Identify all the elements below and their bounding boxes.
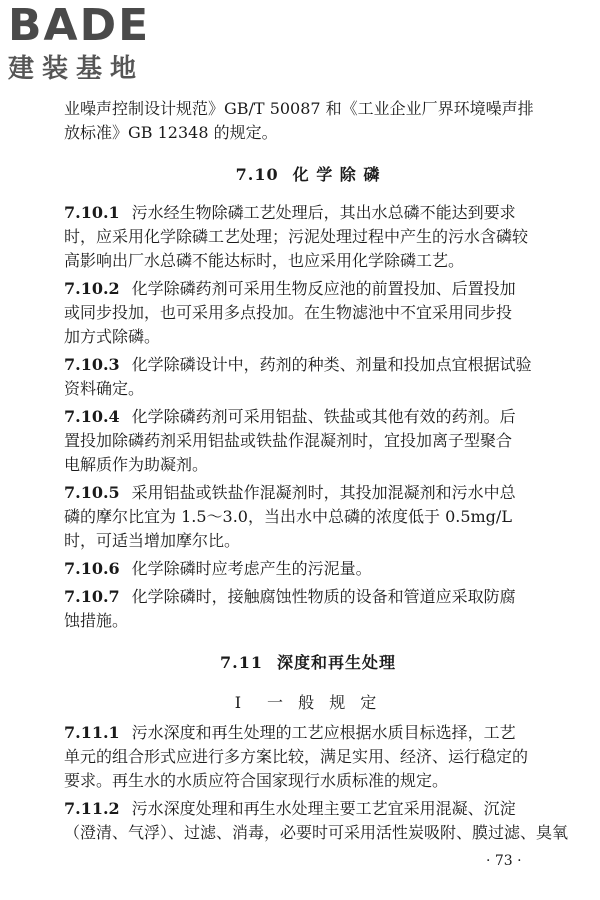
text-line: 污水深度处理和再生水处理主要工艺宜采用混凝、沉淀	[131, 799, 516, 818]
text-line: 业噪声控制设计规范》GB/T 50087 和《工业企业厂界环境噪声排	[64, 99, 534, 118]
clause-7-10-6	[64, 557, 552, 581]
clause-number: 7.10.6	[64, 559, 120, 578]
clause-number: 7.10.5	[64, 483, 120, 502]
section-heading-7-10	[64, 163, 552, 187]
clause-number: 7.10.4	[64, 407, 120, 426]
clause-7-11-2	[64, 797, 569, 845]
text-line: 磷的摩尔比宜为 1.5～3.0，当出水中总磷的浓度低于 0.5mg/L	[64, 507, 512, 526]
text-line: 化学除磷药剂可采用生物反应池的前置投加、后置投加	[131, 279, 516, 298]
text-line: 化学除磷药剂可采用铝盐、铁盐或其他有效的药剂。后	[131, 407, 516, 426]
text-line: 时，应采用化学除磷工艺处理；污泥处理过程中产生的污水含磷较	[64, 227, 529, 246]
text-line: 或同步投加，也可采用多点投加。在生物滤池中不宜采用同步投	[64, 303, 513, 322]
text-line: 放标准》GB 12348 的规定。	[64, 123, 278, 142]
text-line: 要求。再生水的水质应符合国家现行水质标准的规定。	[64, 771, 449, 790]
text-line: 污水经生物除磷工艺处理后，其出水总磷不能达到要求	[131, 203, 516, 222]
text-line: 资料确定。	[64, 379, 145, 398]
section-number: 7.10	[235, 165, 279, 184]
intro-paragraph	[64, 97, 552, 145]
clause-7-10-5	[64, 481, 552, 553]
section-title: 化 学 除 磷	[292, 165, 381, 184]
text-line: 污水深度和再生处理的工艺应根据水质目标选择，工艺	[131, 723, 516, 742]
clause-number: 7.10.7	[64, 587, 120, 606]
clause-7-10-7	[64, 585, 552, 633]
section-heading-7-11	[64, 651, 552, 675]
text-line: 化学除磷时应考虑产生的污泥量。	[131, 559, 372, 578]
logo-brand: BADE	[8, 0, 151, 51]
clause-number: 7.10.1	[64, 203, 120, 222]
text-line: 置投加除磷药剂采用铝盐或铁盐作混凝剂时，宜投加离子型聚合	[64, 431, 513, 450]
clause-number: 7.11.2	[64, 799, 120, 818]
clause-number: 7.10.3	[64, 355, 120, 374]
clause-7-10-3	[64, 353, 552, 401]
text-line: 采用铝盐或铁盐作混凝剂时，其投加混凝剂和污水中总	[131, 483, 516, 502]
text-line: 电解质作为助凝剂。	[64, 455, 209, 474]
page-number: · 73 ·	[486, 853, 522, 869]
section-title: 深度和再生处理	[276, 653, 396, 672]
text-line: 时，可适当增加摩尔比。	[64, 531, 241, 550]
clause-7-10-4	[64, 405, 552, 477]
text-line: 化学除磷设计中，药剂的种类、剂量和投加点宜根据试验	[131, 355, 532, 374]
text-line: 加方式除磷。	[64, 327, 161, 346]
page-content	[64, 97, 569, 849]
subsection-heading: Ⅰ 一 般 规 定	[234, 693, 382, 712]
text-line: 单元的组合形式应进行多方案比较，满足实用、经济、运行稳定的	[64, 747, 529, 766]
clause-number: 7.10.2	[64, 279, 120, 298]
section-number: 7.11	[220, 653, 263, 672]
clause-7-11-1	[64, 721, 552, 793]
text-line: 高影响出厂水总磷不能达标时，也应采用化学除磷工艺。	[64, 251, 465, 270]
clause-7-10-1	[64, 201, 552, 273]
text-line: （澄清、气浮）、过滤、消毒，必要时可采用活性炭吸附、膜过滤、臭氧	[64, 823, 569, 842]
clause-7-10-2	[64, 277, 552, 349]
bade-logo	[8, 0, 178, 86]
logo-subtitle: 建装基地	[8, 54, 145, 84]
clause-number: 7.11.1	[64, 723, 120, 742]
text-line: 蚀措施。	[64, 611, 129, 630]
text-line: 化学除磷时，接触腐蚀性物质的设备和管道应采取防腐	[131, 587, 516, 606]
